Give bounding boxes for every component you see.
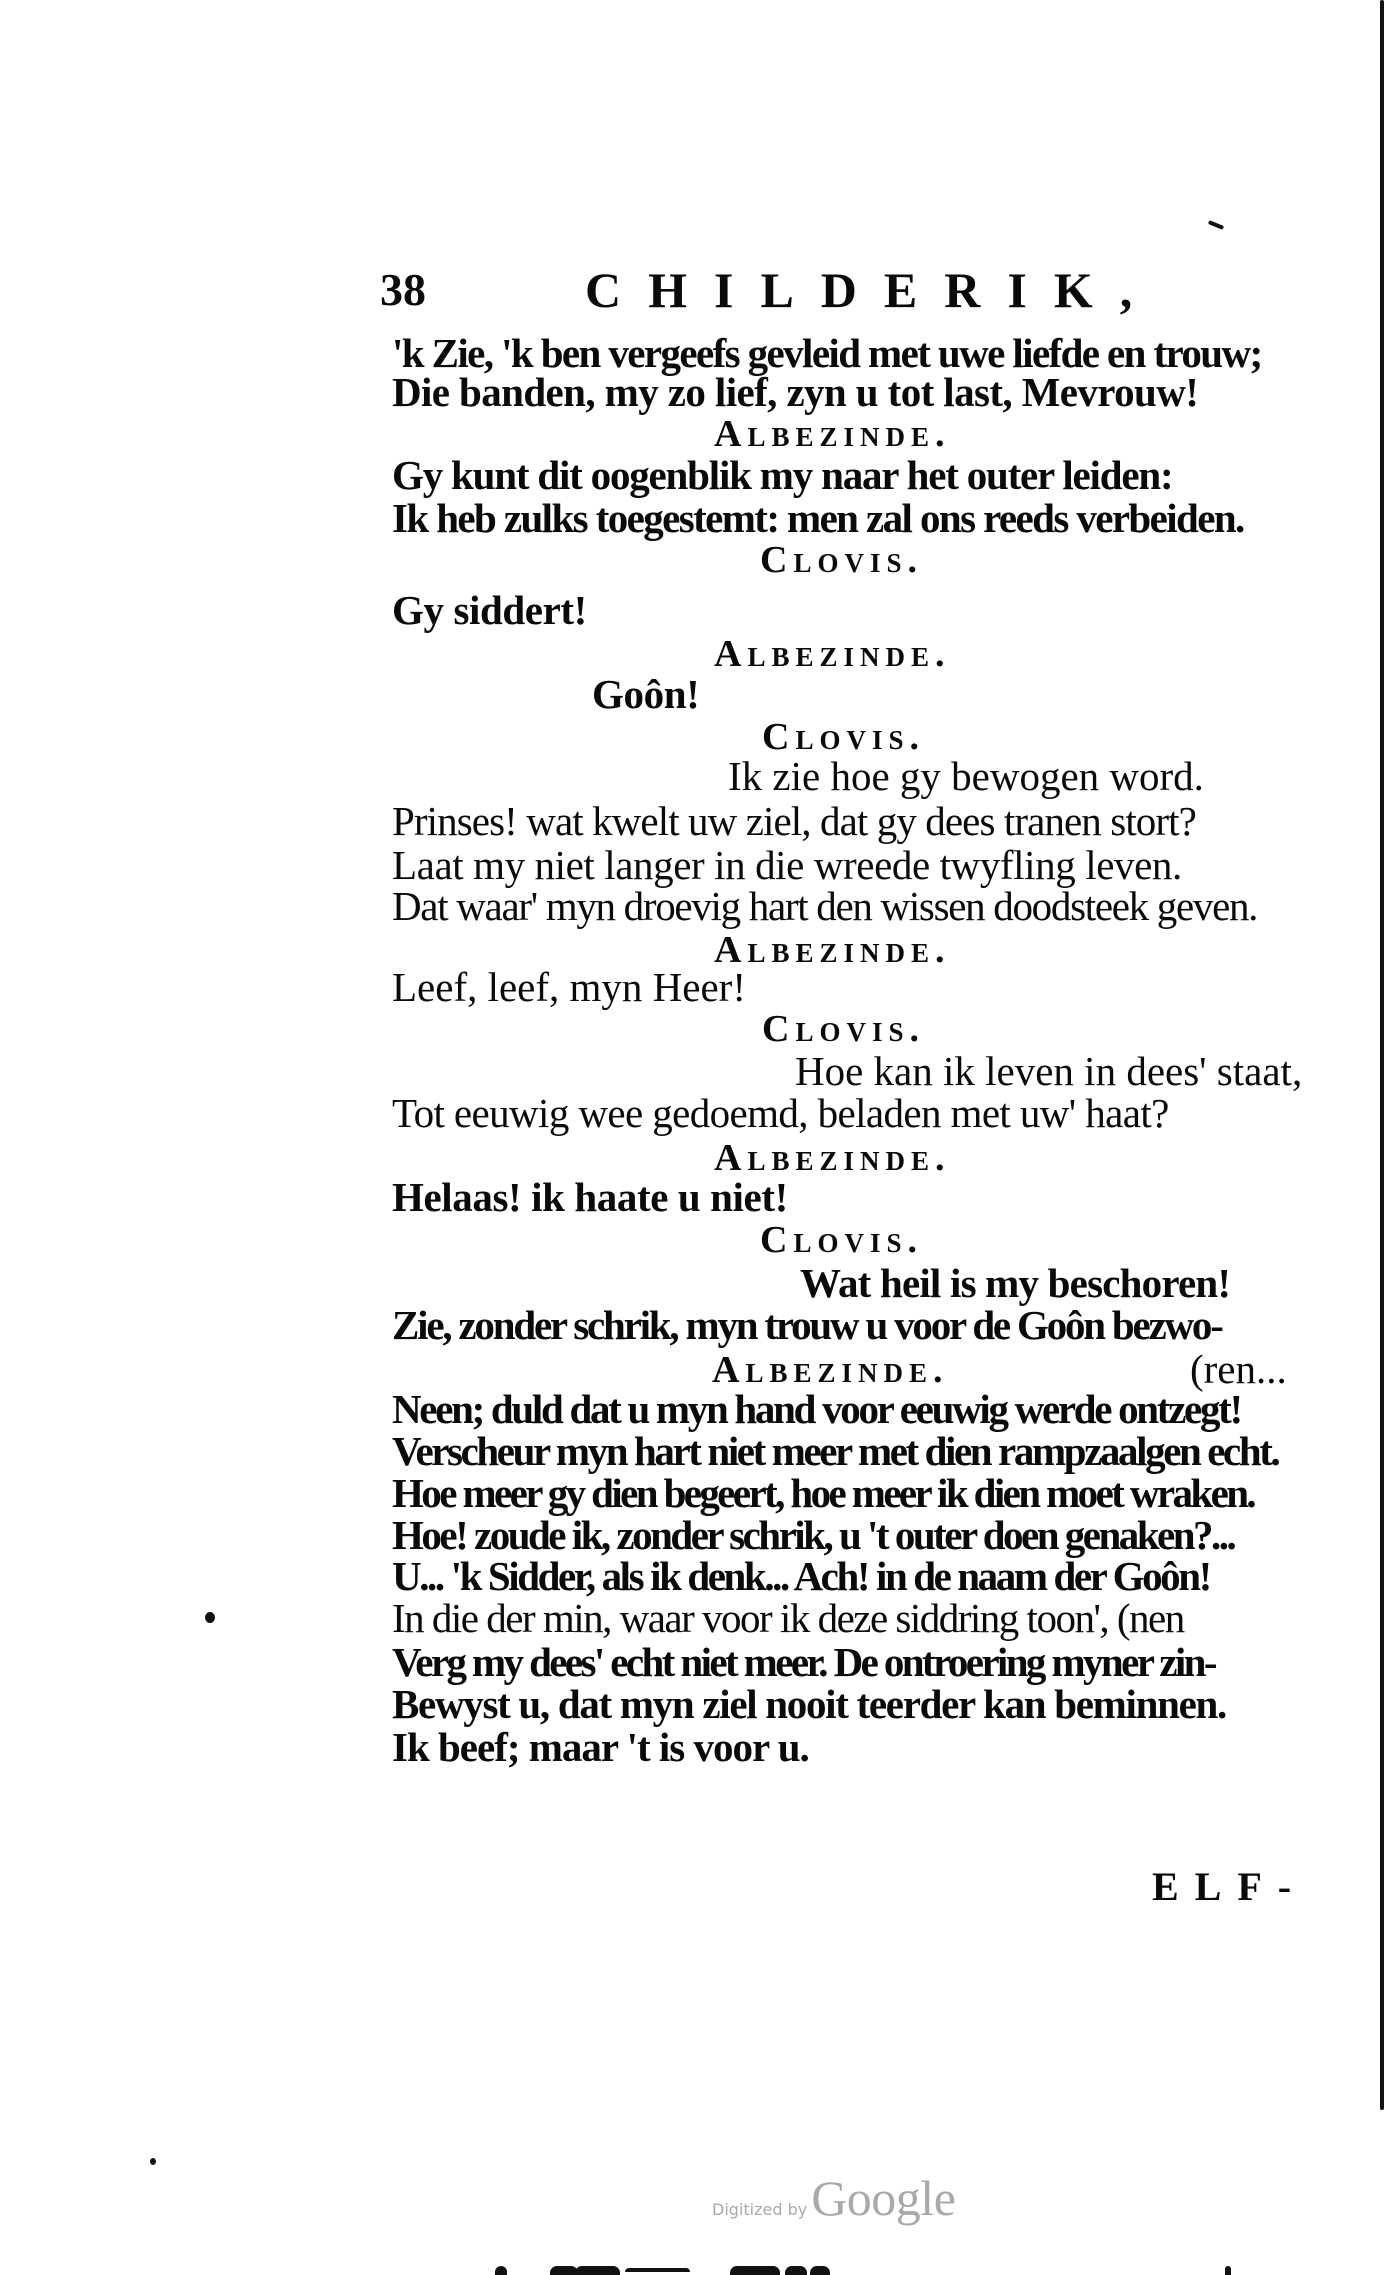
verse-line: 'k Zie, 'k ben vergeefs gevleid met uwe liefde en trouw; (392, 330, 1262, 376)
speaker-name: Albezinde. (714, 929, 951, 971)
ink-dot (150, 2158, 156, 2165)
verse-line: Wat heil is my beschoren! (800, 1260, 1231, 1306)
speaker-name: Clovis. (760, 1219, 923, 1261)
verse-line: Neen; duld dat u myn hand voor eeuwig werde ontzegt! (392, 1386, 1241, 1432)
running-title: CHILDERIK, (585, 262, 1160, 318)
verse-line: Zie, zonder schrik, myn trouw u voor de Goôn bezwo- (392, 1302, 1222, 1348)
verse-line: Hoe meer gy dien begeert, hoe meer ik dien moet wraken. (392, 1470, 1255, 1516)
watermark-prefix: Digitized by (712, 2200, 808, 2219)
verse-line: Verg my dees' echt niet meer. De ontroering myner zin- (392, 1639, 1215, 1685)
verse-line: In die der min, waar voor ik deze siddring toon', (nen (392, 1595, 1184, 1641)
bleed-through-text (0, 2262, 1386, 2275)
speaker-name: Clovis. (762, 1008, 925, 1050)
verse-line: Helaas! ik haate u niet! (392, 1174, 788, 1220)
verse-line: Gy siddert! (392, 587, 587, 633)
verse-line: Hoe! zoude ik, zonder schrik, u 't outer doen genaken?... (392, 1512, 1235, 1558)
speaker-name: Albezinde. (712, 1349, 949, 1391)
speaker-name: Clovis. (762, 716, 925, 758)
turnover-text: (ren... (1190, 1346, 1287, 1392)
verse-line: U... 'k Sidder, als ik denk... Ach! in de naam der Goôn! (392, 1553, 1210, 1599)
verse-line: Tot eeuwig wee gedoemd, beladen met uw' haat? (392, 1090, 1169, 1136)
speaker-name: Albezinde. (714, 633, 951, 675)
ink-dot (205, 1612, 215, 1623)
ink-mark (1208, 220, 1224, 230)
verse-line: Verscheur myn hart niet meer met dien rampzaalgen echt. (392, 1428, 1279, 1474)
running-head (380, 262, 1310, 322)
page-number: 38 (380, 264, 426, 315)
verse-line: Dat waar' myn droevig hart den wissen doodsteek geven. (392, 883, 1258, 929)
verse-line: Laat my niet langer in die wreede twyfling leven. (392, 842, 1182, 888)
verse-line: Hoe kan ik leven in dees' staat, (795, 1048, 1303, 1094)
google-logo: Google (811, 2170, 956, 2226)
verse-line: Prinses! wat kwelt uw ziel, dat gy dees tranen stort? (392, 798, 1196, 844)
verse-line: Goôn! (592, 671, 700, 717)
verse-line: Die banden, my zo lief, zyn u tot last, Mevrouw! (392, 369, 1199, 415)
speaker-name: Albezinde. (714, 1137, 951, 1179)
speaker-name: Albezinde. (714, 413, 951, 455)
verse-line: Leef, leef, myn Heer! (392, 964, 746, 1010)
verse-line: Ik zie hoe gy bewogen word. (728, 753, 1204, 799)
catchword: ELF- (1152, 1864, 1308, 1909)
verse-line: Ik beef; maar 't is voor u. (392, 1724, 809, 1770)
verse-line: Bewyst u, dat myn ziel nooit teerder kan beminnen. (392, 1681, 1226, 1727)
verse-line: Gy kunt dit oogenblik my naar het outer leiden: (392, 452, 1173, 498)
verse-line: Ik heb zulks toegestemt: men zal ons reeds verbeiden. (392, 495, 1244, 541)
page-edge-shadow (1380, 0, 1384, 2110)
speaker-name: Clovis. (760, 539, 923, 581)
digitized-watermark (712, 2170, 955, 2226)
